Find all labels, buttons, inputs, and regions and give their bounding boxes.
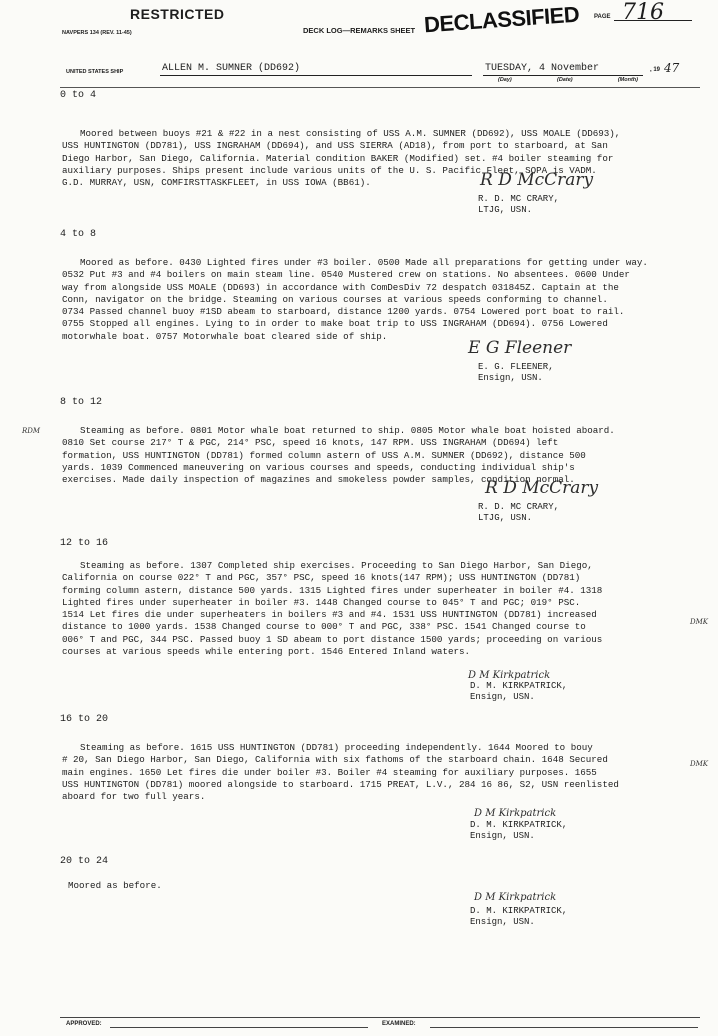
entry-line: 0532 Put #3 and #4 boilers on main steam line. 0540 Mustered crew on stations. No absentees. 0600 Under (62, 269, 630, 281)
page-number: 716 (622, 0, 664, 25)
entry-line: Lighted fires under superheater in boiler #3. 1448 Changed course to 045° T and PGC; 019° PSC. (62, 596, 581, 608)
entry-line: Steaming as before. 1307 Completed ship exercises. Proceeding to San Diego Harbor, San Diego, (80, 560, 593, 571)
approved-signature-line (110, 1027, 368, 1028)
entry-line: California on course 022° T and PGC, 357° PSC, speed 16 knots(147 RPM); USS HUNTINGTON (DD781) (62, 572, 581, 584)
entry-line: Moored as before. 0430 Lighted fires under #3 boiler. 0500 Made all preparations for getting under way. (80, 257, 648, 268)
entry-line: auxiliary purposes. Ships present include various units of the U. S. Pacific Fleet, SOPA is VADM. (62, 164, 597, 176)
signature-block (478, 194, 559, 216)
entry-line: 0755 Stopped all engines. Lying to in order to make boat trip to USS INGRAHAM (DD694). 0756 Lowered (62, 318, 608, 330)
entry-line: way from alongside USS MOALE (DD693) in accordance with ComDesDiv 72 despatch 031845Z. Captain at the (62, 281, 619, 293)
watch-entry-0-4 (62, 128, 718, 189)
signer-name: D. M. KIRKPATRICK, (470, 820, 568, 830)
year-prefix: , 19 (650, 67, 661, 73)
signature-block (478, 502, 559, 524)
watch-period-16-20: 16 to 20 (60, 714, 109, 725)
ship-name-line (160, 75, 472, 76)
entry-line: Moored as before. (68, 880, 162, 891)
handwritten-signature: D M Kirkpatrick (468, 670, 551, 681)
signer-name: E. G. FLEENER, (478, 362, 554, 372)
date-sublabel: (Date) (557, 77, 573, 83)
entry-line: Conn, navigator on the bridge. Steaming on various courses at various speeds conforming to channel. (62, 293, 608, 305)
entry-line: exercises. Made daily inspection of magazines and smokeless powder samples, condition normal. (62, 474, 575, 486)
signer-rank: Ensign, USN. (478, 373, 543, 383)
signature-block (470, 820, 567, 842)
entry-line: distance to 1000 yards. 1538 Changed course to 000° T and PGC, 338° PSC. 1541 Changed course to (62, 621, 586, 633)
entry-line: G.D. MURRAY, USN, COMFIRSTTASKFLEET, in USS IOWA (BB61). (62, 177, 371, 189)
handwritten-signature: D M Kirkpatrick (474, 892, 557, 903)
entry-line: USS HUNTINGTON (DD781) moored alongside to starboard. 1715 PREAT, L.V., 284 16 86, S2, USN reenlisted (62, 778, 619, 790)
signer-rank: Ensign, USN. (470, 917, 535, 927)
entry-line: USS HUNTINGTON (DD781), USS INGRAHAM (DD694), and USS SIERRA (AD18), from port to starboard, at San (62, 140, 608, 152)
watch-entry-12-16 (62, 560, 718, 658)
handwritten-signature: E G Fleener (468, 338, 572, 358)
entry-line: Steaming as before. 0801 Motor whale boat returned to ship. 0805 Motor whale boat hoisted aboard. (80, 425, 615, 436)
signature-block (470, 681, 567, 703)
handwritten-signature: R D McCrary (485, 478, 599, 498)
approved-label: APPROVED: (66, 1021, 102, 1027)
entry-line: 0810 Set course 217° T & PGC, 214° PSC, speed 16 knots, 147 RPM. USS INGRAHAM (DD694) left (62, 437, 559, 449)
form-title: DECK LOG—REMARKS SHEET (303, 26, 416, 35)
page-label: PAGE (594, 14, 611, 20)
header-divider (60, 87, 700, 88)
signer-rank: LTJG, USN. (478, 513, 533, 523)
signature-block (478, 362, 554, 384)
month-sublabel: (Month) (617, 77, 638, 83)
watch-entry-8-12 (62, 425, 718, 486)
signer-rank: Ensign, USN. (470, 692, 535, 702)
watch-period-0-4: 0 to 4 (60, 90, 97, 101)
signer-name: R. D. MC CRARY, (478, 194, 560, 204)
entry-line: yards. 1039 Commenced maneuvering on various courses and speeds, conducting individual ship's (62, 461, 575, 473)
handwritten-signature: D M Kirkpatrick (474, 808, 557, 819)
entry-line: forming column astern, distance 500 yards. 1315 Lighted fires under superheater in boiler #4. 1318 (62, 584, 603, 596)
entry-line: aboard for two full years. (62, 791, 206, 803)
watch-entry-4-8 (62, 257, 718, 343)
signer-name: D. M. KIRKPATRICK, (470, 906, 568, 916)
examined-label: EXAMINED: (382, 1021, 416, 1027)
entry-line: Moored between buoys #21 & #22 in a nest consisting of USS A.M. SUMNER (DD692), USS MOALE (DD693), (80, 128, 621, 139)
entry-line: 1514 Let fires die under superheaters in boilers #3 and #4. 1531 USS HUNTINGTON (DD781) increased (62, 609, 597, 621)
entry-line: 006° T and PGC, 344 PSC. Passed buoy 1 SD abeam to port distance 1500 yards; proceeding on various (62, 633, 603, 645)
margin-initials: DMK (690, 618, 709, 626)
examined-signature-line (430, 1027, 698, 1028)
entry-line: main engines. 1650 Let fires die under boiler #3. Boiler #4 steaming for auxiliary purposes. 1655 (62, 766, 597, 778)
form-number: NAVPERS 134 (REV. 11-45) (62, 30, 132, 36)
classification-label: RESTRICTED (130, 6, 225, 22)
margin-initials: RDM (22, 427, 41, 435)
handwritten-signature: R D McCrary (480, 170, 594, 190)
date-line (483, 75, 643, 76)
entry-line: Steaming as before. 1615 USS HUNTINGTON (DD781) proceeding independently. 1644 Moored to bouy (80, 742, 593, 753)
signer-rank: LTJG, USN. (478, 205, 533, 215)
watch-period-20-24: 20 to 24 (60, 856, 109, 867)
signer-name: D. M. KIRKPATRICK, (470, 681, 568, 691)
log-date: TUESDAY, 4 November (485, 63, 600, 74)
watch-entry-16-20 (62, 742, 718, 803)
signer-name: R. D. MC CRARY, (478, 502, 560, 512)
signer-rank: Ensign, USN. (470, 831, 535, 841)
watch-period-4-8: 4 to 8 (60, 229, 97, 240)
watch-period-8-12: 8 to 12 (60, 397, 103, 408)
log-year: 47 (664, 61, 680, 75)
watch-period-12-16: 12 to 16 (60, 538, 109, 549)
watch-entry-20-24 (62, 880, 718, 892)
entry-line: # 20, San Diego Harbor, San Diego, California with six fathoms of the starboard chain. 1648 Secured (62, 754, 608, 766)
ship-label: UNITED STATES SHIP (66, 69, 124, 75)
date-sublabels (498, 77, 638, 83)
entry-line: Diego Harbor, San Diego, California. Material condition BAKER (Modified) set. #4 boiler steaming for (62, 152, 614, 164)
margin-initials: DMK (690, 760, 709, 768)
ship-name: ALLEN M. SUMNER (DD692) (162, 63, 301, 74)
signature-block (470, 906, 567, 928)
declassified-stamp: DECLASSIFIED (423, 1, 581, 38)
day-sublabel: (Day) (498, 77, 512, 83)
entry-line: formation, USS HUNTINGTON (DD781) formed column astern of USS A.M. SUMNER (DD692), distance 500 (62, 449, 586, 461)
entry-line: courses at various speeds while entering port. 1546 Entered Inland waters. (62, 646, 470, 658)
entry-line: 0734 Passed channel buoy #1SD abeam to starboard, distance 1200 yards. 0754 Lowered port boat to rail. (62, 306, 625, 318)
entry-line: motorwhale boat. 0757 Motorwhale boat cleared side of ship. (62, 330, 388, 342)
footer-divider (60, 1017, 700, 1018)
